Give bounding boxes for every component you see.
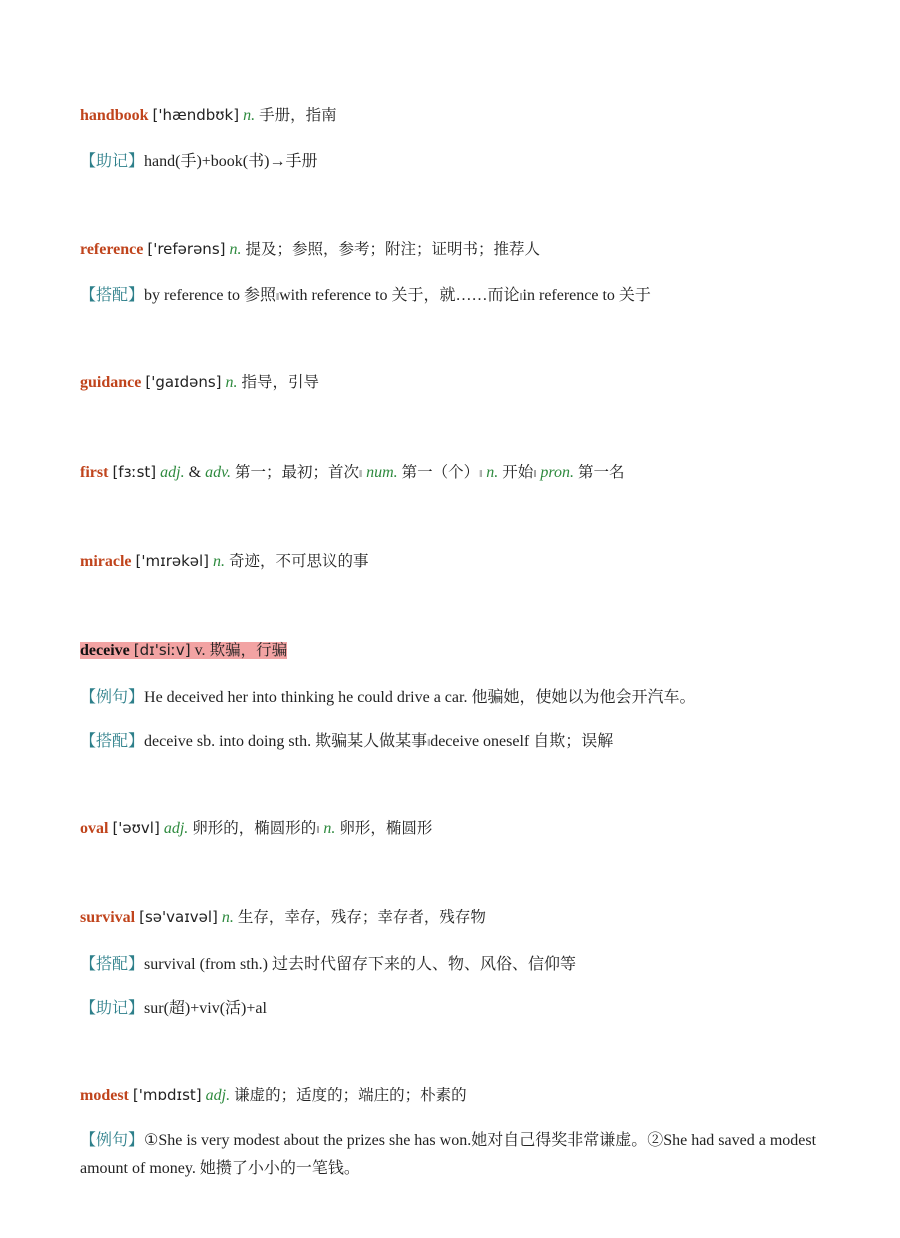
part-of-speech: n. [213,553,226,570]
entry-deceive-headline [80,638,825,663]
definition: 欺骗，行骗 [209,641,288,659]
example-text: ①She is very modest about the prizes she has won.她对自己得奖非常谦虚。②She had saved a modest amount of money. 她攒了小小的一笔钱。 [80,1132,817,1177]
headword: survival [80,909,136,926]
mnemonic-label: 【助记】 [80,151,145,170]
collocation-1: by reference to 参照 [144,287,276,304]
definition: 卵形，椭圆形 [339,819,433,837]
part-of-speech: n. [323,820,336,837]
mnemonic-text: sur(超)+viv(活)+al [144,1000,267,1017]
entry-deceive-example [80,685,825,710]
separator: ‖ [427,737,431,749]
example-label: 【例句】 [80,687,145,706]
phonetic: ['mɒdɪst] [132,1086,202,1104]
part-of-speech: pron. [540,464,575,481]
example-text: He deceived her into thinking he could drive a car. 他骗她，使她以为他会开汽车。 [144,689,696,706]
part-of-speech: adv. [205,464,231,481]
entry-modest-headline [80,1083,825,1108]
phonetic: [sə'vaɪvəl] [139,908,218,926]
separator: ‖ [479,468,483,480]
definition: 卵形的，椭圆形的 [192,819,317,837]
entry-handbook-mnemonic [80,149,825,174]
collocation-3: in reference to 关于 [522,287,651,304]
headword: reference [80,241,144,258]
phonetic: ['mɪrəkəl] [135,552,210,570]
entry-survival-collocation [80,952,825,977]
headword: handbook [80,107,149,124]
part-of-speech: n. [229,241,242,258]
phonetic: ['gaɪdəns] [145,373,222,391]
phonetic: ['hændbʊk] [152,106,240,124]
definition: 开始 [502,463,534,481]
headword: modest [80,1087,129,1104]
entry-guidance-headline [80,370,825,395]
definition: 第一（个） [401,463,480,481]
collocation-label: 【搭配】 [80,731,145,750]
phonetic: ['refərəns] [147,240,226,258]
example-label: 【例句】 [80,1130,145,1149]
entry-survival-mnemonic [80,996,825,1021]
part-of-speech: n. [221,909,234,926]
definition: 第一名 [578,463,625,481]
definition: 提及；参照，参考；附注；证明书；推荐人 [245,240,540,258]
entry-survival-headline [80,905,825,930]
part-of-speech: adj. [160,464,185,481]
definition: 生存，幸存，残存；幸存者，残存物 [237,908,486,926]
definition: 谦虚的；适度的；端庄的；朴素的 [234,1086,467,1104]
part-of-speech: v. [194,642,206,659]
collocation-label: 【搭配】 [80,285,145,304]
collocation-1: deceive sb. into doing sth. 欺骗某人做某事 [144,733,428,750]
part-of-speech: num. [366,464,398,481]
mnemonic-text: hand(手)+book(书)→手册 [144,153,318,170]
separator: ‖ [359,468,363,480]
headword: miracle [80,553,132,570]
part-of-speech: adj. [205,1087,231,1104]
definition: 奇迹，不可思议的事 [229,552,369,570]
separator: ‖ [519,291,523,303]
collocation-2: deceive oneself 自欺；误解 [430,733,614,750]
entry-reference-collocation [80,283,825,309]
entry-first-headline [80,460,825,486]
collocation-label: 【搭配】 [80,954,145,973]
mnemonic-label: 【助记】 [80,998,145,1017]
phonetic: [dɪ'siːv] [133,641,191,659]
collocation-text: survival (from sth.) 过去时代留存下来的人、物、风俗、信仰等 [144,956,576,973]
part-of-speech: n. [225,374,238,391]
definition: 第一；最初；首次 [234,463,359,481]
separator: ‖ [275,291,280,303]
entry-reference-headline [80,237,825,262]
definition: 指导，引导 [241,373,320,391]
headword: oval [80,820,109,837]
phonetic: [fɜːst] [112,463,157,481]
entry-miracle-headline [80,549,825,574]
collocation-2: with reference to 关于，就……而论 [279,287,520,304]
entry-modest-example [80,1126,825,1183]
entry-handbook-headline [80,103,825,128]
headword: deceive [80,642,130,659]
highlight [80,642,287,659]
part-of-speech: n. [486,464,499,481]
phonetic: ['əʊvl] [112,819,160,837]
part-of-speech: n. [243,107,256,124]
definition: 手册，指南 [259,106,337,124]
ampersand: & [188,464,202,481]
part-of-speech: adj. [163,820,189,837]
headword: first [80,464,109,481]
separator: ‖ [316,824,320,836]
entry-deceive-collocation [80,729,825,755]
entry-oval-headline [80,816,825,842]
separator: ‖ [533,468,537,480]
headword: guidance [80,374,142,391]
